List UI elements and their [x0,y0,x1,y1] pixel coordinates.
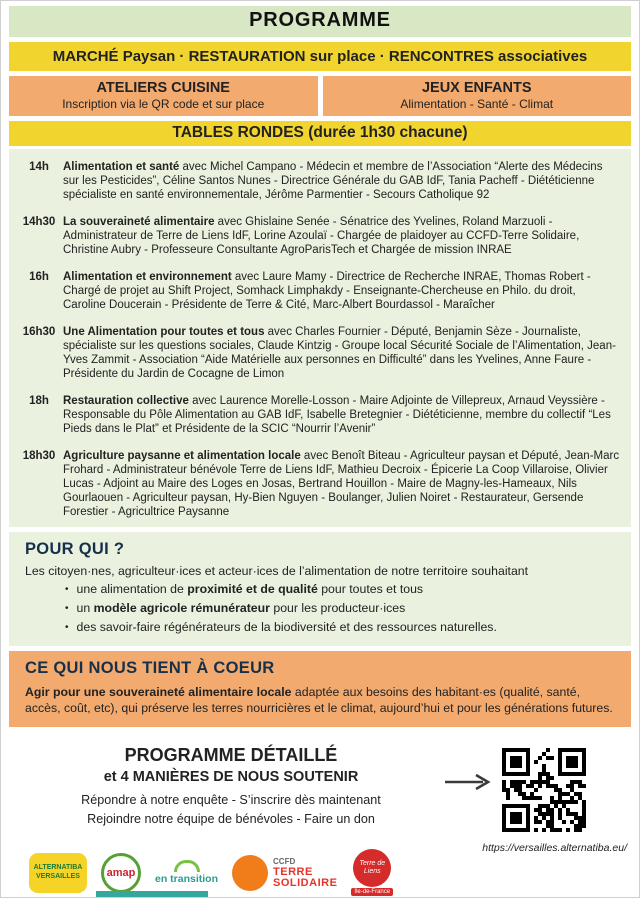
flyer-page [1,1,639,727]
session-speakers: avec Benoît Biteau - Agriculteur paysan et Député, Jean-Marc Frohard - Administrateur bénévole Terre de Liens IdF, Mathieu Decroix - Épicerie La Coop Villaroise, Olivier Lucas - Adjoint au Maire des Loges en Josas, Bertrand Houillon - Maire de Magny-les-Hameaux, Nils Gourlaouen - Agriculteur paysan, Hy-Bien Nguyen - Boulanger, Julien Noiret - Restaurateur, Gersende Forestier - Agricultrice Paysanne [63,450,620,518]
session-topic: Agriculture paysanne et alimentation locale [63,450,301,462]
logo-amap [101,853,141,893]
logo-text: ALTERNATIBA [33,864,83,871]
session-speakers: avec Michel Campano - Médecin et membre de l’Association “Alerte des Médecins sur les Pesticides”, Céline Santos Nunes - Directrice Générale du GAB IdF, Tania Pacheff - Diététicienne spécialiste en santé environnementale, Jérôme Parmentier - Secours Catholique 92 [63,161,603,201]
session-description [63,160,621,202]
website-link[interactable]: https://versailles.alternatiba.eu/ [482,842,627,854]
logo-text: SOLIDAIRE [273,877,338,889]
session-row-16h30 [15,325,621,381]
activity-ateliers-cuisine [9,76,318,116]
programme-detaille-title: PROGRAMME DÉTAILLÉ [124,745,338,765]
soutenir-title: et 4 MANIÈRES DE NOUS SOUTENIR [103,769,359,785]
session-time: 18h30 [22,450,56,462]
session-speakers: avec Laurence Morelle-Losson - Maire Adjointe de Villepreux, Arnaud Veyssière - Responsable du Pôle Alimentation au GAB IdF, Isabelle Bretegnier - Diététicienne, membre du collectif “Les Pieds dans le Plat” et Présidente de la SCIC “Nourrir l’Avenir” [63,395,611,435]
session-row-16h [15,270,621,312]
coeur-paragraph [25,684,615,716]
session-row-14h [15,160,621,202]
tables-rondes-title: TABLES RONDES (durée 1h30 chacune) [9,121,631,146]
session-time: 14h30 [22,216,56,228]
logo-region-text: Île-de-France [351,888,393,896]
session-description [63,215,621,257]
logo-alternatiba-versailles [29,853,87,893]
page-title: PROGRAMME [9,6,631,37]
leaf-swoosh-icon [174,860,200,872]
bullet-text-bold: modèle agricole rémunérateur [93,601,270,615]
activity-title: ATELIERS CUISINE [96,80,230,96]
session-topic: Alimentation et environnement [63,271,232,283]
activity-jeux-enfants [323,76,632,116]
arrow-right-icon [443,773,493,796]
activity-subtitle: Alimentation - Santé - Climat [400,97,554,111]
session-description [63,394,621,436]
coeur-text: adaptée aux besoins des habitant·es (qualité, santé, accès, coût, etc), qui préserve les terres nourricières et le climat, aujourd’hui et pour les générations futures. [25,685,613,715]
bullet-text: des savoir-faire régénérateurs de la biodiversité et des ressources naturelles. [76,620,497,634]
tables-rondes-schedule [9,149,631,527]
logo-ccfd-terre-solidaire [232,855,337,891]
session-topic: La souveraineté alimentaire [63,216,215,228]
logo-text: amap [106,866,136,879]
activities-row [9,76,631,116]
logo-text: TERRE [273,866,313,878]
bullet-text: un [76,601,94,615]
bullet-text-bold: proximité et de qualité [187,582,318,596]
logo-text-block [273,856,337,889]
session-topic: Une Alimentation pour toutes et tous [63,326,265,338]
session-time: 18h [29,395,49,407]
bullet-item [65,582,615,598]
partner-logos [29,849,393,896]
ccfd-disc-icon [232,855,268,891]
session-row-18h [15,394,621,436]
coeur-lead: Agir pour une souveraineté alimentaire locale [25,685,292,699]
logo-en-transition [155,860,218,885]
session-description [63,270,621,312]
bullet-text: pour toutes et tous [317,582,424,596]
session-time: 14h [29,161,49,173]
logo-text: VERSAILLES [36,872,80,880]
session-description [63,325,621,381]
bullet-item [65,620,615,636]
session-row-18h30 [15,449,621,519]
footer-line-enquete: Répondre à notre enquête - S’inscrire dès maintenant [81,793,381,807]
footer-section [1,741,640,837]
logo-text: Terre de Liens [353,849,391,887]
session-time: 16h30 [22,326,56,338]
footer-line-benevoles: Rejoindre notre équipe de bénévoles - Faire un don [87,812,375,826]
session-topic: Alimentation et santé [63,161,180,173]
bottom-strip [96,891,208,897]
session-time: 16h [29,271,49,283]
footer-text-block [25,741,437,831]
qr-code [497,743,591,837]
activity-subtitle: Inscription via le QR code et sur place [62,97,265,111]
coeur-section [9,651,631,727]
session-description [63,449,621,519]
logo-text: CCFD [273,857,296,866]
coeur-title: CE QUI NOUS TIENT À COEUR [25,659,275,677]
session-row-14h30 [15,215,621,257]
pour-qui-title: POUR QUI ? [25,540,125,558]
pour-qui-intro: Les citoyen·nes, agriculteur·ices et acteur·ices de l’alimentation de notre territoire souhaitant [25,564,529,578]
banner-marche: MARCHÉ Paysan · RESTAURATION sur place · RENCONTRES associatives [9,42,631,71]
session-speakers: avec Ghislaine Senée - Sénatrice des Yvelines, Roland Marzuoli - Administrateur de Terre de Liens IdF, Lorine Azoulaï - Chargée de plaidoyer au CCFD-Terre Solidaire, Christine Aubry - Professeure Consultante AgroParisTech et Chargée de mission INRAE [63,216,580,256]
logo-text: en transition [155,873,219,885]
activity-title: JEUX ENFANTS [421,80,532,96]
bullet-text: une alimentation de [76,582,188,596]
bullet-text: pour les producteur·ices [269,601,406,615]
logo-terre-de-liens [351,849,393,896]
pour-qui-section [9,532,631,646]
session-speakers: avec Charles Fournier - Député, Benjamin Sèze - Journaliste, spécialiste sur les questions sociales, Claude Kintzig - Groupe local Sécurité Sociale de l’Alimentation, Jean-Yves Zammit - Association “Aide Matérielle aux personnes en Difficulté” dans les Yvelines, Anne Faure - Présidente du Jardin de Cocagne de Limon [63,326,616,380]
session-topic: Restauration collective [63,395,189,407]
bullet-item [65,601,615,617]
session-speakers: avec Laure Mamy - Directrice de Recherche INRAE, Thomas Robert - Chargé de projet au Shift Project, Somhack Limphakdy - Enseignante-Chercheuse en Philo. du droit, Caroline Doucerain - Présidente de Terre & Cité, Marc-Albert Bourdassol - Maraîcher [63,271,591,311]
